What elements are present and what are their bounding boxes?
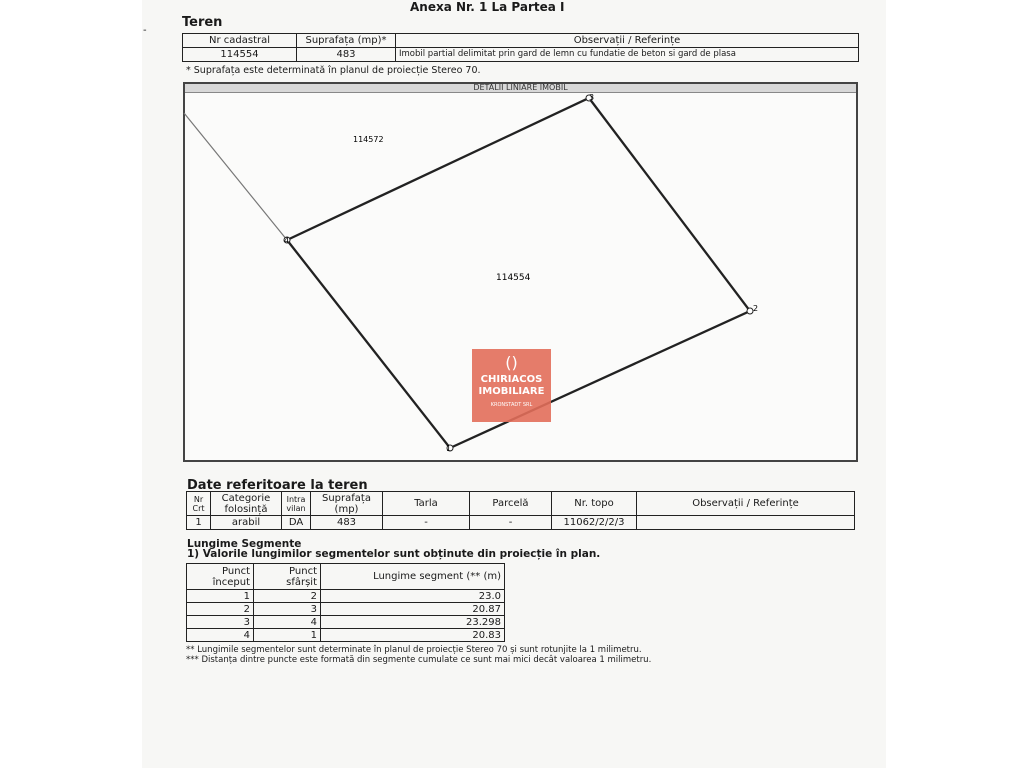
- plan-header: DETALII LINIARE IMOBIL: [185, 84, 856, 93]
- point-label-2: 2: [753, 304, 759, 313]
- segmente-header-inceput: Punct început: [187, 564, 254, 590]
- date-teren-cell-topo: 11062/2/2/3: [552, 516, 637, 530]
- date-teren-cell-suprafata: 483: [311, 516, 383, 530]
- teren-cell-observatii: Imobil partial delimitat prin gard de lemn cu fundatie de beton si gard de plasa: [396, 48, 859, 62]
- segment-row-2-end: 3: [254, 603, 321, 616]
- segment-row-4-start: 4: [187, 629, 254, 642]
- segmente-header-lungime: Lungime segment (** (m): [321, 564, 505, 590]
- segment-row-3-end: 4: [254, 616, 321, 629]
- segmente-subheading: 1) Valorile lungimilor segmentelor sunt obținute din proiecție în plan.: [187, 548, 601, 560]
- date-teren-table: [186, 491, 855, 530]
- point-label-1: 1: [446, 444, 452, 453]
- segment-row-4-end: 1: [254, 629, 321, 642]
- teren-header-suprafata: Suprafața (mp)*: [297, 34, 396, 48]
- segment-row-2-length: 20.87: [321, 603, 505, 616]
- segment-row-3-start: 3: [187, 616, 254, 629]
- date-teren-header-topo: Nr. topo: [552, 492, 637, 516]
- date-teren-header-parcela: Parcelă: [470, 492, 552, 516]
- date-teren-cell-nr: 1: [187, 516, 211, 530]
- segment-row-2-start: 2: [187, 603, 254, 616]
- segmente-note-2: *** Distanța dintre puncte este formată din segmente cumulate ce sunt mai mici decât valoarea 1 milimetru.: [186, 655, 652, 665]
- teren-cell-cadastral: 114554: [183, 48, 297, 62]
- teren-heading: Teren: [182, 15, 223, 30]
- segment-row-1-end: 2: [254, 590, 321, 603]
- logo-line-3: KRONSTADT SRL: [490, 402, 533, 408]
- date-teren-cell-parcela: -: [470, 516, 552, 530]
- date-teren-header-categorie: Categorie folosință: [211, 492, 282, 516]
- segmente-note-1: ** Lungimile segmentelor sunt determinate în planul de proiecție Stereo 70 și sunt rotunjite la 1 milimetru.: [186, 645, 642, 655]
- segment-row-4-length: 20.83: [321, 629, 505, 642]
- segment-row-3-length: 23.298: [321, 616, 505, 629]
- point-label-4: 4: [284, 236, 290, 245]
- teren-footnote: * Suprafața este determinată în planul de proiecție Stereo 70.: [186, 65, 481, 76]
- segment-row-1-start: 1: [187, 590, 254, 603]
- teren-header-cadastral: Nr cadastral: [183, 34, 297, 48]
- logo-line-1: CHIRIACOS: [480, 374, 543, 385]
- date-teren-header-suprafata: Suprafața (mp): [311, 492, 383, 516]
- margin-mark: -: [143, 25, 147, 36]
- point-label-3: 3: [589, 93, 595, 102]
- date-teren-cell-tarla: -: [383, 516, 470, 530]
- date-teren-header-intravilan: Intra vilan: [282, 492, 311, 516]
- segmente-header-sfarsit: Punct sfârșit: [254, 564, 321, 590]
- neighbor-boundary-line: [184, 113, 287, 240]
- neighbor-parcel-label: 114572: [353, 135, 384, 144]
- date-teren-header-tarla: Tarla: [383, 492, 470, 516]
- date-teren-cell-intravilan: DA: [282, 516, 311, 530]
- segment-row-1-length: 23.0: [321, 590, 505, 603]
- agency-logo: [472, 349, 551, 422]
- date-teren-header-observatii: Observații / Referințe: [637, 492, 855, 516]
- date-teren-header-nr: Nr Crt: [187, 492, 211, 516]
- date-teren-cell-observatii: [637, 516, 855, 530]
- date-teren-cell-categorie: arabil: [211, 516, 282, 530]
- logo-symbol-icon: (): [505, 353, 518, 372]
- segmente-heading: Lungime Segmente: [187, 538, 302, 550]
- logo-line-2: IMOBILIARE: [478, 386, 545, 397]
- document-title: Anexa Nr. 1 La Partea I: [410, 0, 565, 14]
- teren-header-observatii: Observații / Referințe: [396, 34, 859, 48]
- teren-cell-suprafata: 483: [297, 48, 396, 62]
- parcel-label: 114554: [496, 273, 531, 283]
- date-teren-heading: Date referitoare la teren: [187, 478, 368, 493]
- segmente-table: [186, 563, 505, 642]
